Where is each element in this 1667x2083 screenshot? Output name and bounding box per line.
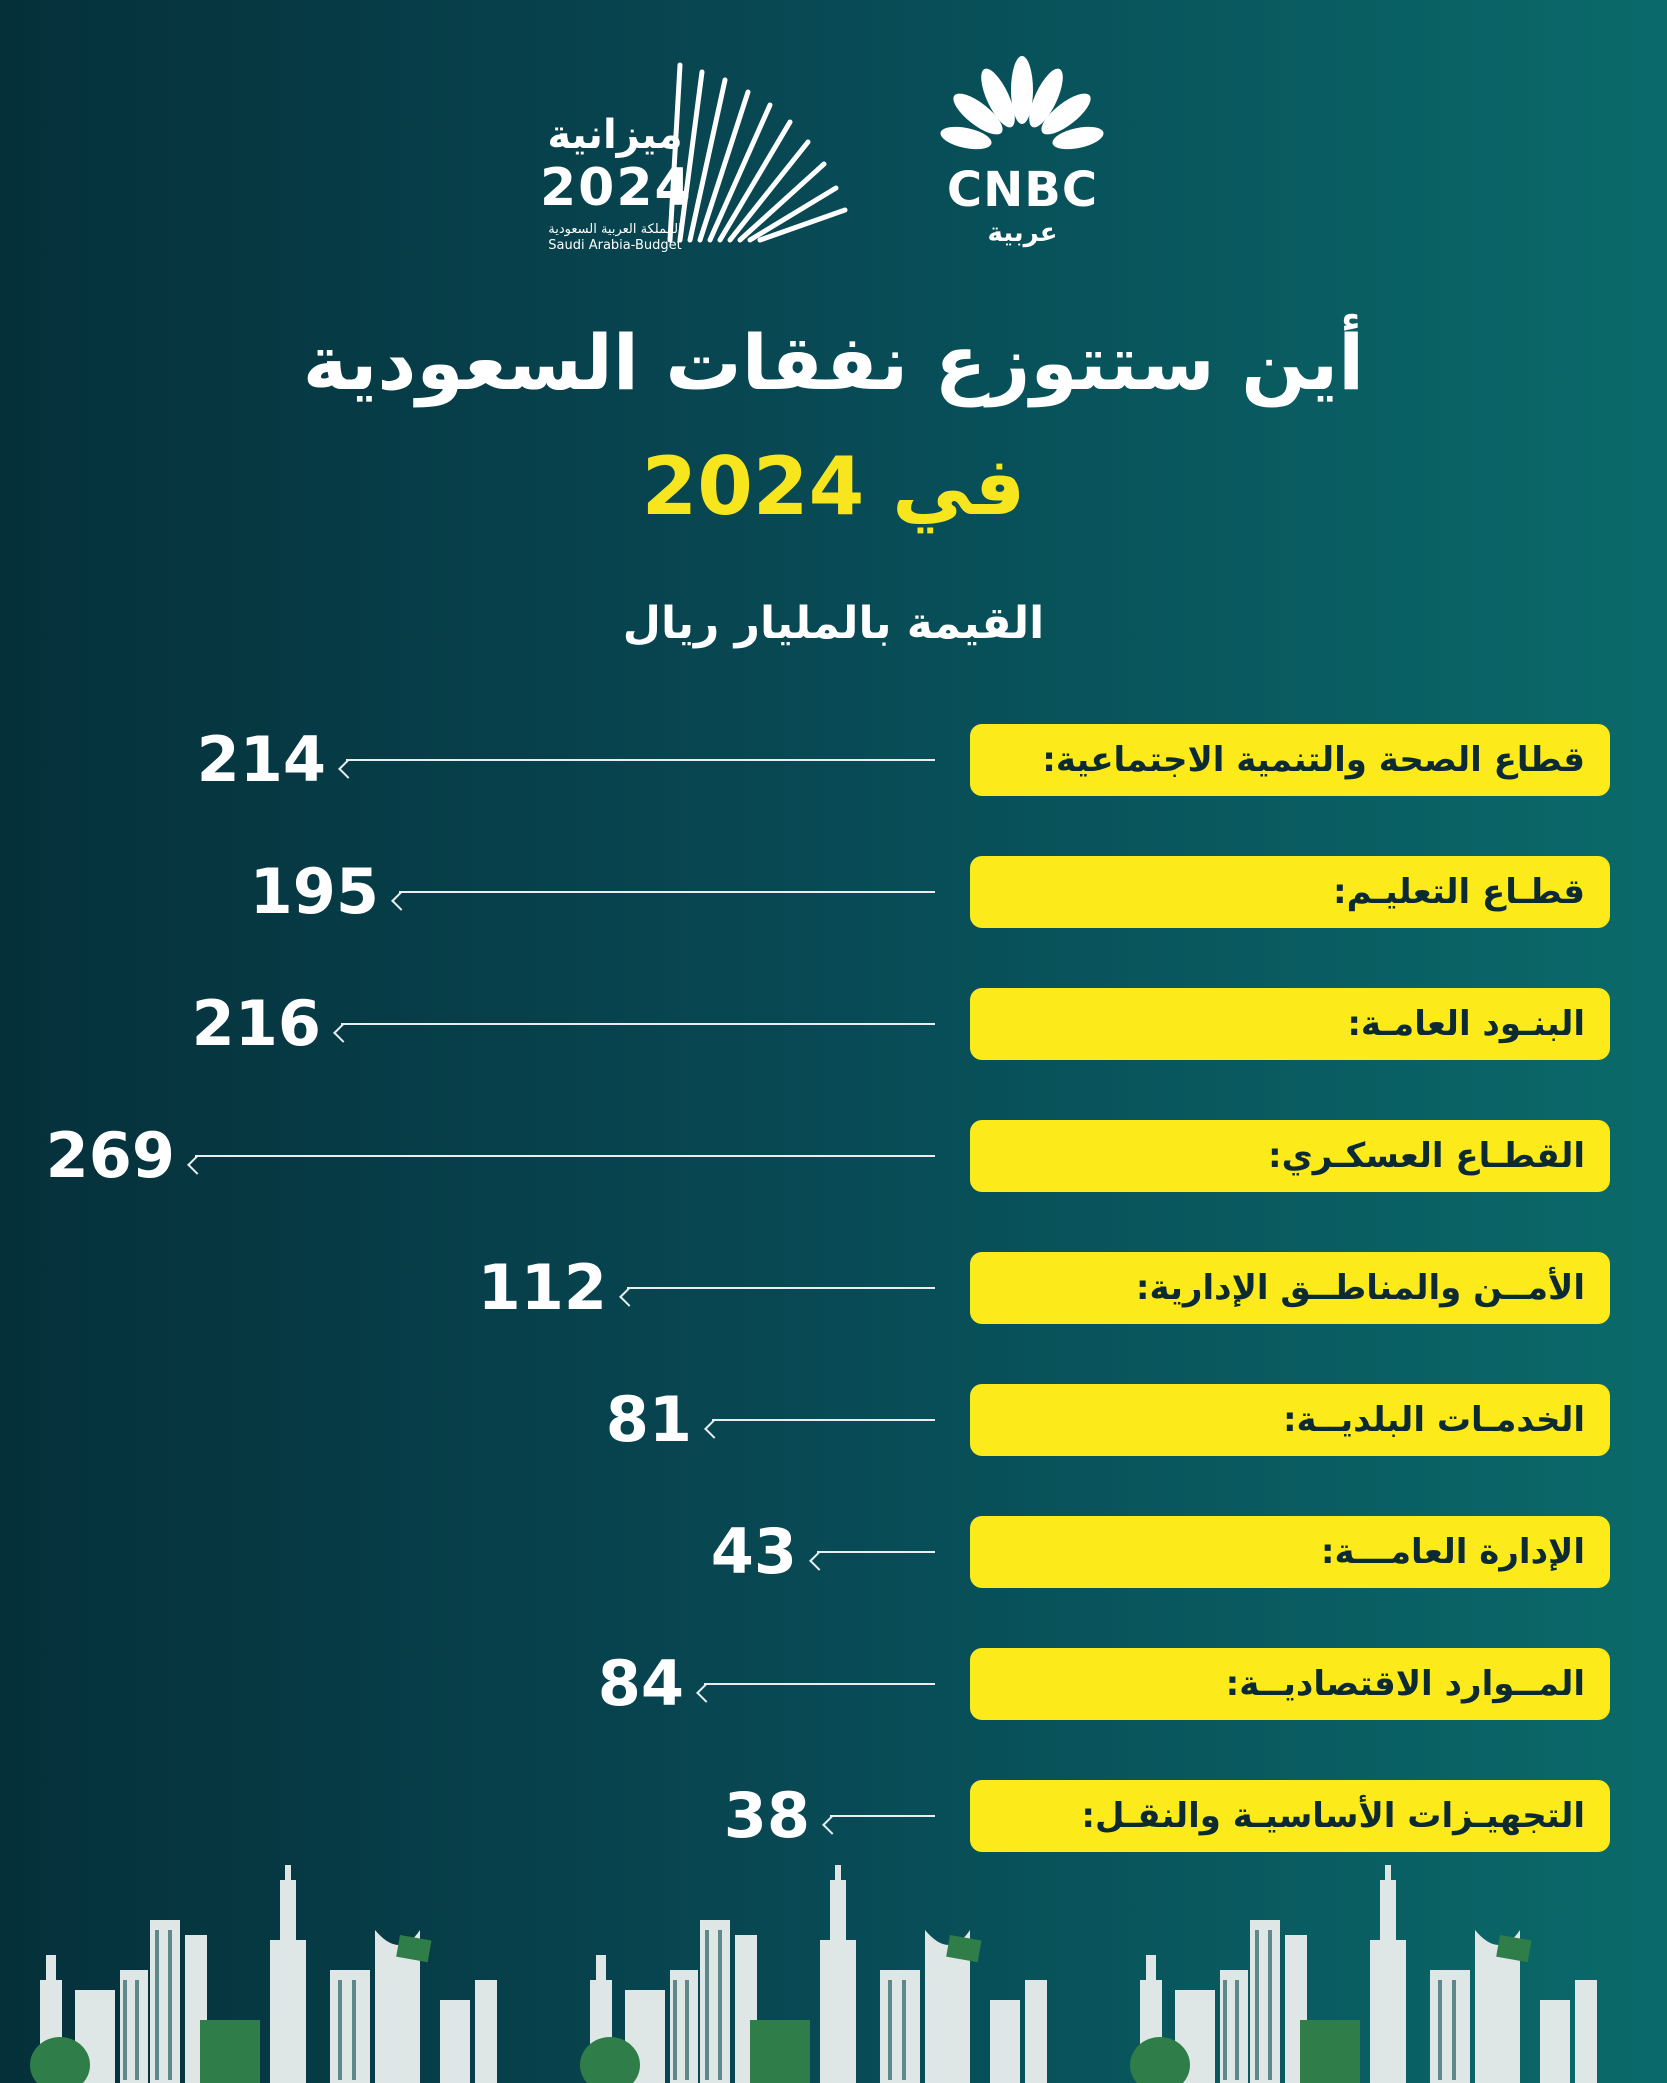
budget-rays-icon — [640, 50, 860, 250]
value-label: 214 — [196, 723, 326, 796]
category-label: القطـاع العسكـري: — [970, 1120, 1610, 1192]
peacock-icon — [940, 50, 1105, 160]
category-label: الأمــن والمناطــق الإدارية: — [970, 1252, 1610, 1324]
value-arrow — [346, 759, 935, 761]
value-arrow — [341, 1023, 935, 1025]
category-label: البنـود العامـة: — [970, 988, 1610, 1060]
unit-subtitle: القيمة بالمليار ريال — [622, 598, 1045, 649]
chart-row — [0, 988, 1667, 1060]
budget-logo-year: 2024 — [540, 158, 693, 218]
logo-bar — [0, 50, 1667, 253]
category-label: قطاع الصحة والتنمية الاجتماعية: — [970, 724, 1610, 796]
value-arrow — [704, 1683, 935, 1685]
chart-row — [0, 724, 1667, 796]
page-title-year: في 2024 — [641, 440, 1026, 533]
value-label: 81 — [605, 1383, 692, 1456]
chart-row — [0, 1516, 1667, 1588]
value-arrow — [399, 891, 935, 893]
cnbc-arabic-wordmark: عربية — [987, 218, 1058, 248]
budget-logo-subtitle-english: Saudi Arabia-Budget — [548, 238, 682, 253]
value-label: 84 — [597, 1647, 684, 1720]
page-title: أين ستتوزع نفقات السعودية — [302, 318, 1365, 407]
chart-row — [0, 1120, 1667, 1192]
value-label: 38 — [723, 1779, 810, 1852]
category-label: الإدارة العامـــة: — [970, 1516, 1610, 1588]
value-arrow — [195, 1155, 935, 1157]
chart-row — [0, 1780, 1667, 1852]
chart-row — [0, 1384, 1667, 1456]
value-label: 112 — [477, 1251, 607, 1324]
riyadh-skyline-illustration — [0, 1860, 1667, 2083]
value-label: 269 — [45, 1119, 175, 1192]
value-arrow — [830, 1815, 935, 1817]
value-label: 216 — [191, 987, 321, 1060]
category-label: التجهيـزات الأساسيـة والنقـل: — [970, 1780, 1610, 1852]
budget-logo-word: ميزانية — [547, 112, 683, 158]
value-arrow — [817, 1551, 935, 1553]
cnbc-wordmark: CNBC — [946, 162, 1099, 218]
cnbc-arabia-logo — [920, 50, 1125, 250]
chart-row — [0, 856, 1667, 928]
value-arrow — [712, 1419, 935, 1421]
value-label: 43 — [710, 1515, 797, 1588]
category-label: قطـاع التعليـم: — [970, 856, 1610, 928]
budget-2024-logo — [540, 50, 860, 253]
category-label: المــوارد الاقتصاديــة: — [970, 1648, 1610, 1720]
budget-logo-subtitle-arabic: المملكة العربية السعودية — [548, 222, 682, 237]
value-arrow — [627, 1287, 935, 1289]
value-label: 195 — [249, 855, 379, 928]
chart-row — [0, 1648, 1667, 1720]
chart-row — [0, 1252, 1667, 1324]
category-label: الخدمـات البلديــة: — [970, 1384, 1610, 1456]
